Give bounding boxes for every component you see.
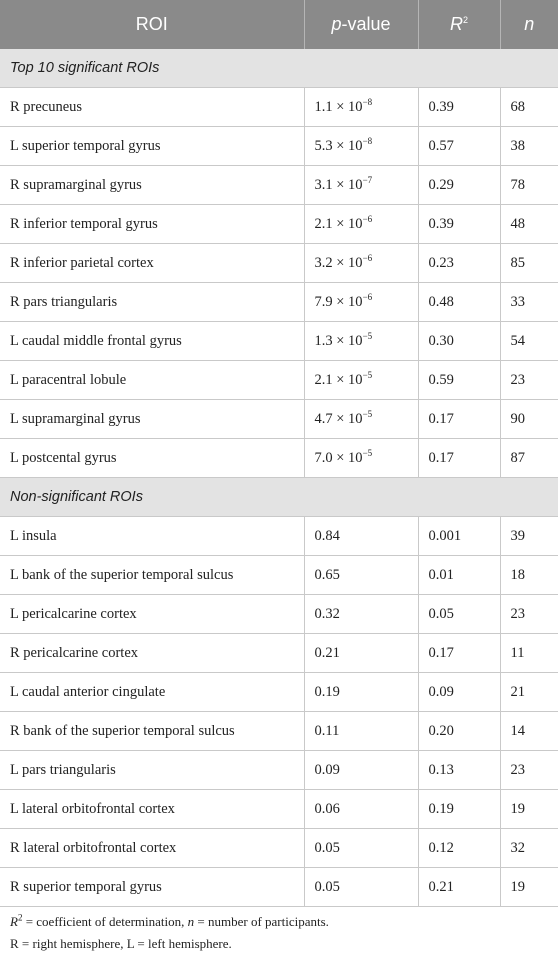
pvalue-cell [304, 244, 418, 283]
table-row [0, 205, 558, 244]
r2-cell: 0.48 [418, 283, 500, 322]
pvalue-cell [304, 166, 418, 205]
pvalue-mantissa: 0.09 [314, 761, 340, 778]
roi-cell: R precuneus [0, 88, 304, 127]
footnote-r: R [10, 914, 18, 929]
pvalue-mantissa: 0.65 [314, 566, 340, 583]
pvalue-cell [304, 868, 418, 907]
r2-cell: 0.01 [418, 556, 500, 595]
n-cell: 11 [500, 634, 558, 673]
pvalue-cell [304, 829, 418, 868]
pvalue-cell [304, 283, 418, 322]
table-row [0, 790, 558, 829]
roi-cell: L supramarginal gyrus [0, 400, 304, 439]
pvalue-exponent: −5 [362, 369, 373, 380]
header-pvalue-rest: -value [341, 14, 391, 34]
pvalue-mantissa: 0.21 [314, 644, 340, 661]
pvalue-mantissa: 1.3 × 10 [314, 332, 363, 349]
pvalue-mantissa: 0.19 [314, 683, 340, 700]
r2-cell: 0.59 [418, 361, 500, 400]
n-cell: 87 [500, 439, 558, 478]
r2-cell: 0.12 [418, 829, 500, 868]
roi-cell: L caudal anterior cingulate [0, 673, 304, 712]
n-cell: 90 [500, 400, 558, 439]
pvalue-exponent: −6 [362, 252, 373, 263]
n-cell: 68 [500, 88, 558, 127]
table-row [0, 751, 558, 790]
section-title: Top 10 significant ROIs [0, 49, 558, 88]
table-row [0, 283, 558, 322]
n-cell: 78 [500, 166, 558, 205]
pvalue-exponent: −8 [362, 135, 373, 146]
n-cell: 23 [500, 361, 558, 400]
n-cell: 21 [500, 673, 558, 712]
r2-cell: 0.21 [418, 868, 500, 907]
roi-cell: R superior temporal gyrus [0, 868, 304, 907]
footnote-line-2: R = right hemisphere, L = left hemisphere. [10, 936, 232, 951]
n-cell: 23 [500, 751, 558, 790]
table-row [0, 634, 558, 673]
table-row [0, 88, 558, 127]
table-header [0, 0, 558, 49]
r2-cell: 0.09 [418, 673, 500, 712]
header-pvalue [304, 0, 418, 49]
pvalue-cell [304, 517, 418, 556]
table-row [0, 673, 558, 712]
table-row [0, 517, 558, 556]
table-row [0, 127, 558, 166]
n-cell: 33 [500, 283, 558, 322]
roi-cell: L superior temporal gyrus [0, 127, 304, 166]
pvalue-mantissa: 4.7 × 10 [314, 410, 363, 427]
pvalue-mantissa: 1.1 × 10 [314, 98, 363, 115]
pvalue-cell [304, 127, 418, 166]
n-cell: 39 [500, 517, 558, 556]
n-cell: 48 [500, 205, 558, 244]
n-cell: 54 [500, 322, 558, 361]
table-row [0, 361, 558, 400]
pvalue-exponent: −7 [362, 174, 373, 185]
section-row [0, 49, 558, 88]
r2-cell: 0.20 [418, 712, 500, 751]
n-cell: 18 [500, 556, 558, 595]
header-roi [0, 0, 304, 49]
roi-cell: L caudal middle frontal gyrus [0, 322, 304, 361]
r2-cell: 0.17 [418, 634, 500, 673]
r2-cell: 0.29 [418, 166, 500, 205]
pvalue-mantissa: 7.9 × 10 [314, 293, 363, 310]
roi-cell: L pars triangularis [0, 751, 304, 790]
n-cell: 23 [500, 595, 558, 634]
section-row [0, 478, 558, 517]
r2-cell: 0.23 [418, 244, 500, 283]
pvalue-exponent: −5 [362, 330, 373, 341]
pvalue-cell [304, 634, 418, 673]
pvalue-cell [304, 751, 418, 790]
r2-cell: 0.17 [418, 400, 500, 439]
n-cell: 32 [500, 829, 558, 868]
n-cell: 19 [500, 790, 558, 829]
table-row [0, 595, 558, 634]
header-n [500, 0, 558, 49]
r2-cell: 0.001 [418, 517, 500, 556]
pvalue-exponent: −6 [362, 291, 373, 302]
table-row [0, 400, 558, 439]
header-r2-sup: 2 [462, 15, 468, 25]
n-cell: 38 [500, 127, 558, 166]
r2-cell: 0.13 [418, 751, 500, 790]
roi-cell: R pericalcarine cortex [0, 634, 304, 673]
footnote-n: n [187, 914, 195, 929]
pvalue-exponent: −6 [362, 213, 373, 224]
pvalue-cell [304, 439, 418, 478]
footnote-line-1 [10, 911, 558, 933]
pvalue-exponent: −5 [362, 408, 373, 419]
pvalue-cell [304, 322, 418, 361]
r2-cell: 0.30 [418, 322, 500, 361]
pvalue-mantissa: 5.3 × 10 [314, 137, 363, 154]
pvalue-cell [304, 400, 418, 439]
pvalue-mantissa: 2.1 × 10 [314, 215, 363, 232]
roi-cell: L insula [0, 517, 304, 556]
table-row [0, 829, 558, 868]
r2-cell: 0.17 [418, 439, 500, 478]
footnote-r2-def: = coefficient of determination, [22, 914, 188, 929]
pvalue-mantissa: 3.1 × 10 [314, 176, 363, 193]
pvalue-cell [304, 673, 418, 712]
roi-cell: L bank of the superior temporal sulcus [0, 556, 304, 595]
n-cell: 19 [500, 868, 558, 907]
roi-cell: R inferior temporal gyrus [0, 205, 304, 244]
pvalue-cell [304, 88, 418, 127]
pvalue-mantissa: 0.11 [314, 722, 340, 739]
roi-cell: L pericalcarine cortex [0, 595, 304, 634]
table-row [0, 439, 558, 478]
roi-cell: R lateral orbitofrontal cortex [0, 829, 304, 868]
pvalue-cell [304, 712, 418, 751]
pvalue-mantissa: 0.05 [314, 839, 340, 856]
pvalue-mantissa: 7.0 × 10 [314, 449, 363, 466]
footnote-r-sup: 2 [17, 912, 23, 923]
table-row [0, 166, 558, 205]
n-cell: 14 [500, 712, 558, 751]
roi-cell: L postcental gyrus [0, 439, 304, 478]
pvalue-cell [304, 790, 418, 829]
roi-cell: R supramarginal gyrus [0, 166, 304, 205]
header-r2 [418, 0, 500, 49]
roi-cell: L paracentral lobule [0, 361, 304, 400]
header-roi-label: ROI [135, 14, 168, 34]
r2-cell: 0.39 [418, 205, 500, 244]
pvalue-mantissa: 0.06 [314, 800, 340, 817]
r2-cell: 0.57 [418, 127, 500, 166]
section-title: Non-significant ROIs [0, 478, 558, 517]
roi-cell: R bank of the superior temporal sulcus [0, 712, 304, 751]
footnote-n-def: = number of participants. [194, 914, 329, 929]
table-row [0, 712, 558, 751]
n-cell: 85 [500, 244, 558, 283]
pvalue-mantissa: 0.84 [314, 527, 340, 544]
r2-cell: 0.05 [418, 595, 500, 634]
pvalue-mantissa: 2.1 × 10 [314, 371, 363, 388]
pvalue-exponent: −5 [362, 447, 373, 458]
pvalue-cell [304, 556, 418, 595]
header-r2-base: R [449, 14, 463, 34]
r2-cell: 0.39 [418, 88, 500, 127]
table-body [0, 49, 558, 907]
roi-cell: R pars triangularis [0, 283, 304, 322]
r2-cell: 0.19 [418, 790, 500, 829]
pvalue-exponent: −8 [362, 96, 373, 107]
pvalue-cell [304, 595, 418, 634]
pvalue-cell [304, 361, 418, 400]
table-row [0, 244, 558, 283]
roi-cell: R inferior parietal cortex [0, 244, 304, 283]
table-row [0, 322, 558, 361]
table-row [0, 868, 558, 907]
header-pvalue-p: p [331, 14, 342, 34]
pvalue-mantissa: 3.2 × 10 [314, 254, 363, 271]
pvalue-cell [304, 205, 418, 244]
pvalue-mantissa: 0.32 [314, 605, 340, 622]
roi-cell: L lateral orbitofrontal cortex [0, 790, 304, 829]
header-n-label: n [524, 14, 535, 34]
table-row [0, 556, 558, 595]
pvalue-mantissa: 0.05 [314, 878, 340, 895]
